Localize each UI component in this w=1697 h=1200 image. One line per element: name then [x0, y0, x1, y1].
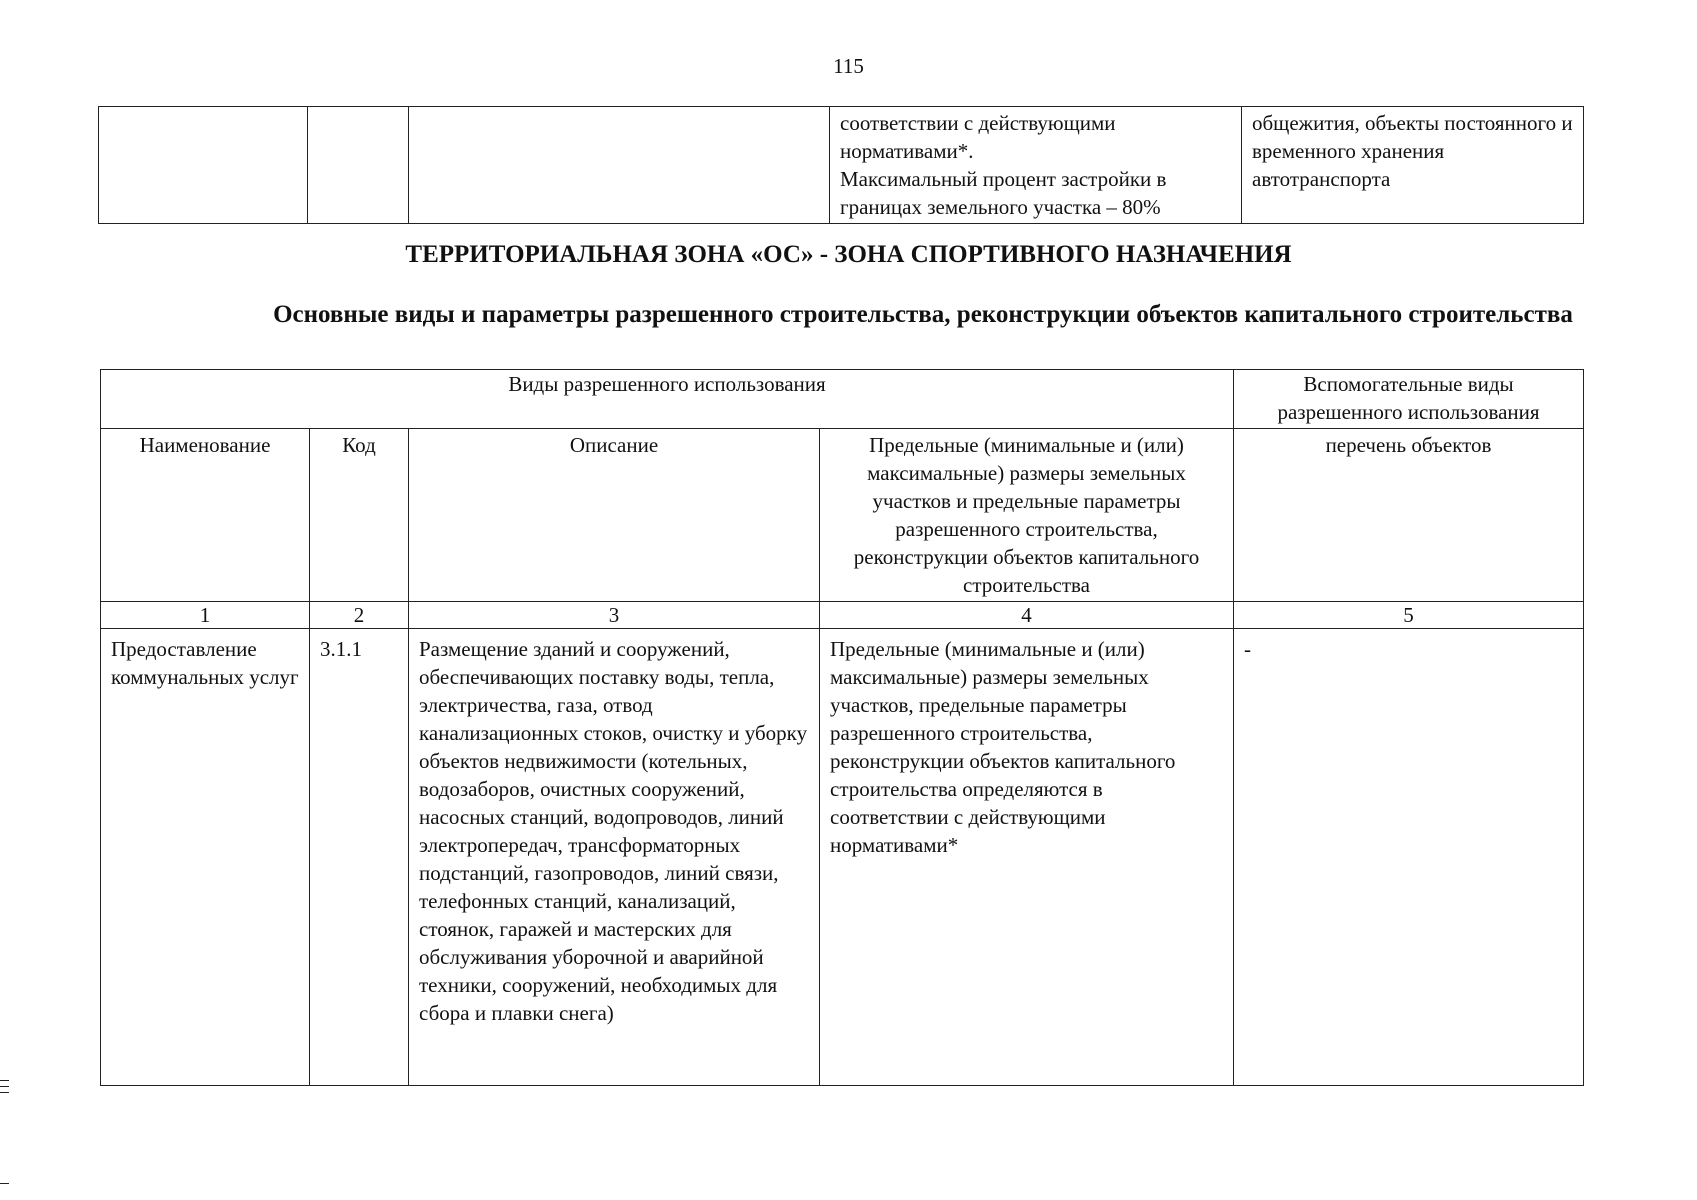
- cell-name: Предоставление коммунальных услуг: [101, 629, 310, 1086]
- prev-cell-description: [409, 107, 830, 224]
- column-number: 2: [310, 602, 409, 629]
- prev-cell-name: [99, 107, 308, 224]
- column-header-name: Наименование: [101, 429, 310, 602]
- section-title: Основные виды и параметры разрешенного строительства, реконструкции объектов капитального строительства: [273, 301, 1573, 328]
- table-row: [101, 629, 1584, 1086]
- cell-code: 3.1.1: [310, 629, 409, 1086]
- column-number: 4: [820, 602, 1234, 629]
- group-header-main: Виды разрешенного использования: [101, 370, 1234, 429]
- table-header-row: [101, 429, 1584, 602]
- prev-cell-auxiliary: общежития, объекты постоянного и временного хранения автотранспорта: [1242, 107, 1584, 224]
- permitted-use-table: [100, 369, 1584, 1086]
- column-header-description: Описание: [409, 429, 820, 602]
- scan-edge-mark: [0, 1080, 9, 1081]
- column-number-row: [101, 602, 1584, 629]
- page-number: 115: [833, 54, 864, 78]
- table-group-header-row: [101, 370, 1584, 429]
- column-number: 3: [409, 602, 820, 629]
- prev-cell-parameters: соответствии с действующими нормативами*. Максимальный процент застройки в границах земельного участка – 80%: [830, 107, 1242, 224]
- cell-parameters: Предельные (минимальные и (или) максимальные) размеры земельных участков, предельные параметры разрешенного строительства, реконструкции объектов капитального строительства определяются в соответствии с действующими нормативами*: [820, 629, 1234, 1086]
- group-header-aux: Вспомогательные виды разрешенного использования: [1234, 370, 1584, 429]
- table-row: [99, 107, 1584, 224]
- scan-edge-mark: [0, 1092, 9, 1093]
- zone-title: ТЕРРИТОРИАЛЬНАЯ ЗОНА «ОС» - ЗОНА СПОРТИВНОГО НАЗНАЧЕНИЯ: [405, 241, 1292, 268]
- column-number: 1: [101, 602, 310, 629]
- prev-cell-code: [308, 107, 409, 224]
- scan-edge-mark: [0, 1086, 9, 1087]
- column-header-parameters: Предельные (минимальные и (или) максимальные) размеры земельных участков и предельные параметры разрешенного строительства, реконструкции объектов капитального строительства: [820, 429, 1234, 602]
- cell-description: Размещение зданий и сооружений, обеспечивающих поставку воды, тепла, электричества, газа, отвод канализационных стоков, очистку и уборку объектов недвижимости (котельных, водозаборов, очистных сооружений, насосных станций, водопроводов, линий электропередач, трансформаторных подстанций, газопроводов, линий связи, телефонных станций, канализаций, стоянок, гаражей и мастерских для обслуживания уборочной и аварийной техники, сооружений, необходимых для сбора и плавки снега): [409, 629, 820, 1086]
- column-header-code: Код: [310, 429, 409, 602]
- cell-auxiliary: -: [1234, 629, 1584, 1086]
- column-header-objects: перечень объектов: [1234, 429, 1584, 602]
- column-number: 5: [1234, 602, 1584, 629]
- scan-edge-mark: [0, 1183, 9, 1184]
- continued-table: [98, 106, 1584, 224]
